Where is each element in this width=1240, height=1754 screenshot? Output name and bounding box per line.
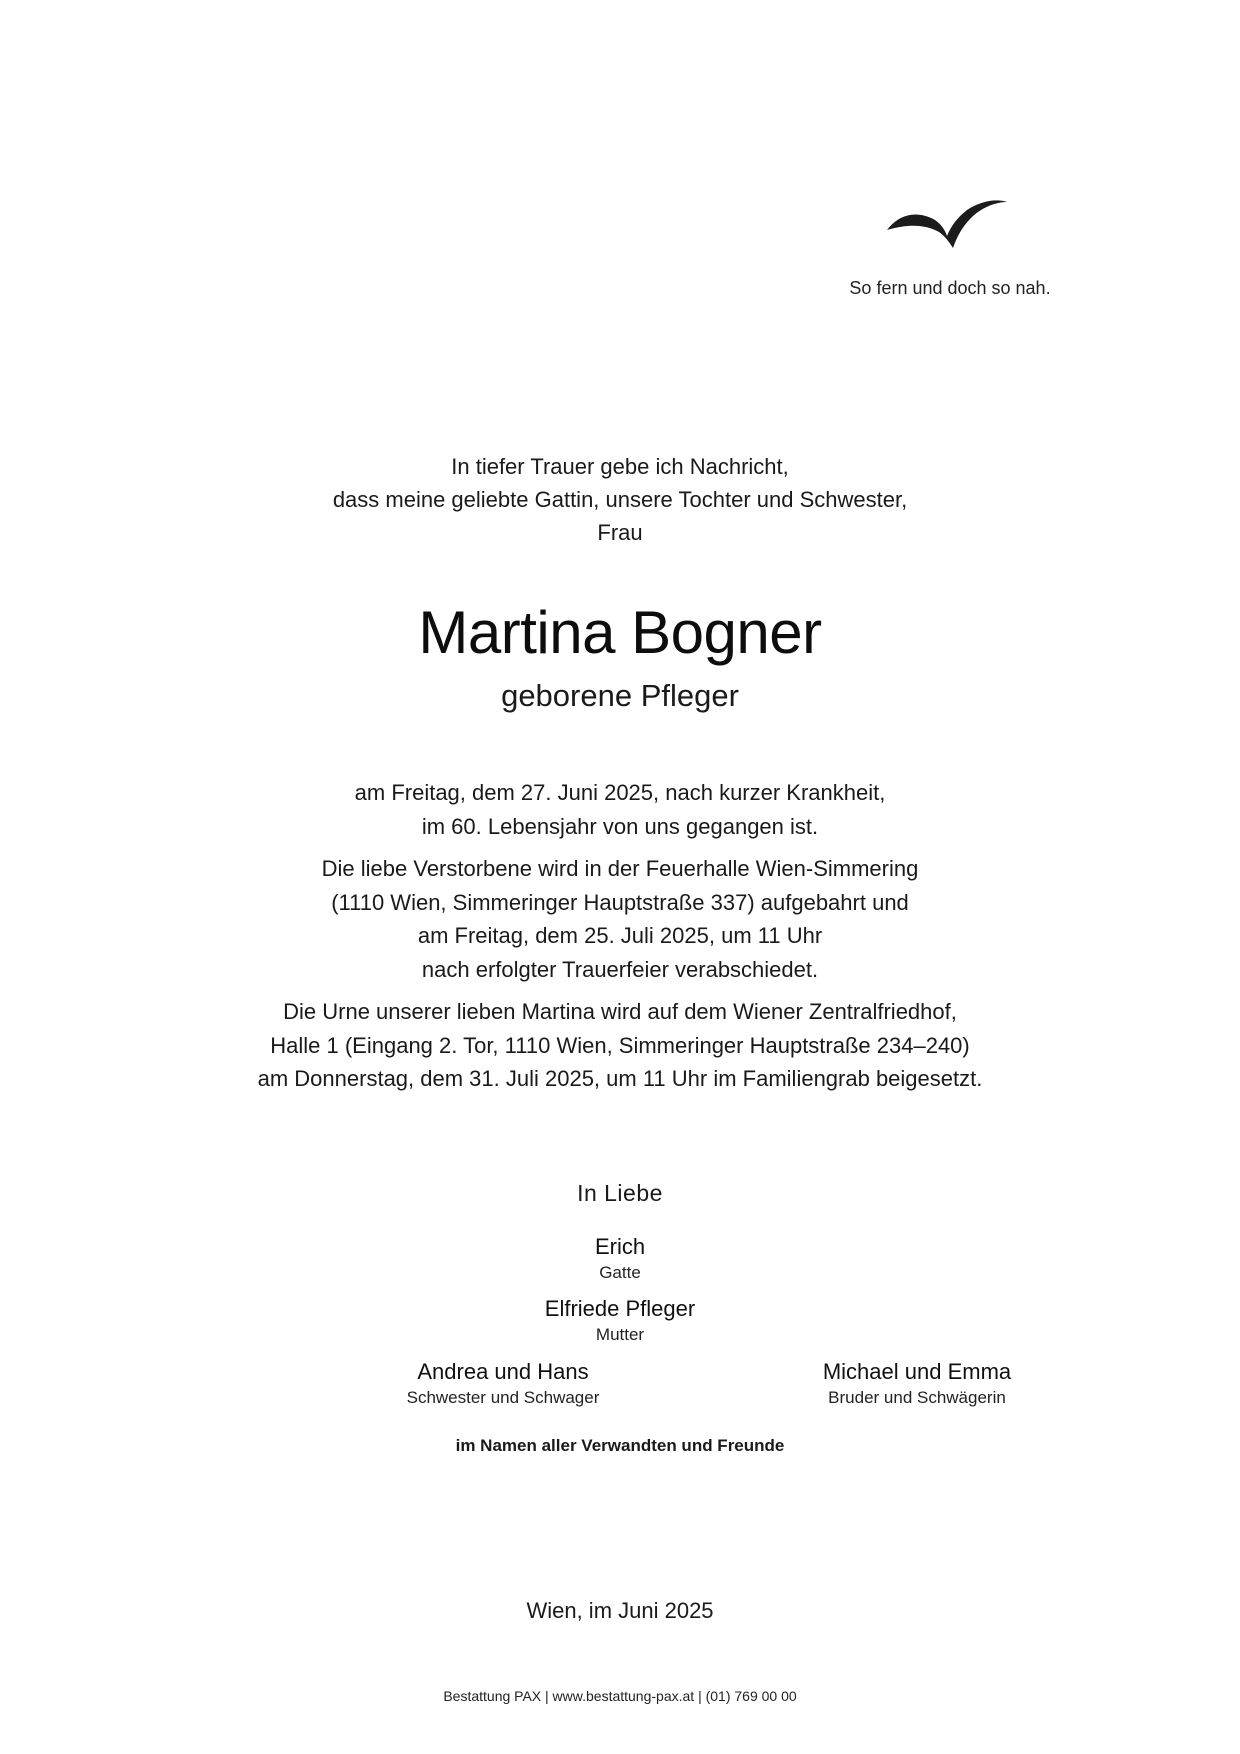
intro-line: In tiefer Trauer gebe ich Nachricht, (451, 454, 789, 479)
farewell-paragraph (0, 852, 1240, 986)
paragraph-line: am Donnerstag, dem 31. Juli 2025, um 11 Uhr im Familiengrab beigesetzt. (257, 1066, 983, 1091)
place-date: Wien, im Juni 2025 (526, 1598, 714, 1623)
paragraph-line: Die Urne unserer lieben Martina wird auf dem Wiener Zentralfriedhof, (283, 999, 957, 1024)
paragraph-line: nach erfolgter Trauerfeier verabschiedet. (421, 956, 819, 982)
maiden-name: geborene Pfleger (501, 678, 739, 713)
paragraph-line: am Freitag, dem 25. Juli 2025, um 11 Uhr (417, 923, 823, 948)
mourner-entry (440, 1294, 800, 1346)
mourner-relation: Gatte (599, 1263, 641, 1282)
mourner-entry (440, 1232, 800, 1284)
motto: So fern und doch so nah. (849, 278, 1051, 298)
mourners-closing: im Namen aller Verwandten und Freunde (455, 1436, 785, 1455)
intro-line: Frau (597, 520, 643, 545)
mourner-relation: Bruder und Schwägerin (828, 1388, 1006, 1407)
mourner-name: Michael und Emma (822, 1359, 1012, 1384)
mourners-heading: In Liebe (577, 1180, 663, 1206)
intro-text (0, 450, 1240, 549)
deceased-name: Martina Bogner (418, 599, 822, 666)
mourner-entry (323, 1357, 683, 1409)
burial-paragraph (0, 995, 1240, 1096)
mourner-name: Andrea und Hans (417, 1359, 589, 1384)
seagull-icon (885, 196, 1009, 252)
mourner-entry (737, 1357, 1097, 1409)
paragraph-line: Halle 1 (Eingang 2. Tor, 1110 Wien, Simmeringer Hauptstraße 234–240) (270, 1032, 970, 1058)
mourner-relation: Schwester und Schwager (406, 1388, 600, 1407)
paragraph-line: Die liebe Verstorbene wird in der Feuerhalle Wien-Simmering (321, 856, 919, 881)
paragraph-line: im 60. Lebensjahr von uns gegangen ist. (421, 813, 819, 839)
paragraph-line: (1110 Wien, Simmeringer Hauptstraße 337) aufgebahrt und (331, 889, 909, 915)
mourner-relation: Mutter (595, 1325, 645, 1344)
mourner-name: Elfriede Pfleger (544, 1296, 696, 1321)
mourner-name: Erich (594, 1234, 646, 1259)
death-notice-paragraph (0, 776, 1240, 843)
funeral-home-footer: Bestattung PAX | www.bestattung-pax.at | (01) 769 00 00 (443, 1688, 797, 1704)
paragraph-line: am Freitag, dem 27. Juni 2025, nach kurzer Krankheit, (354, 780, 886, 805)
intro-line: dass meine geliebte Gattin, unsere Tochter und Schwester, (332, 487, 908, 512)
